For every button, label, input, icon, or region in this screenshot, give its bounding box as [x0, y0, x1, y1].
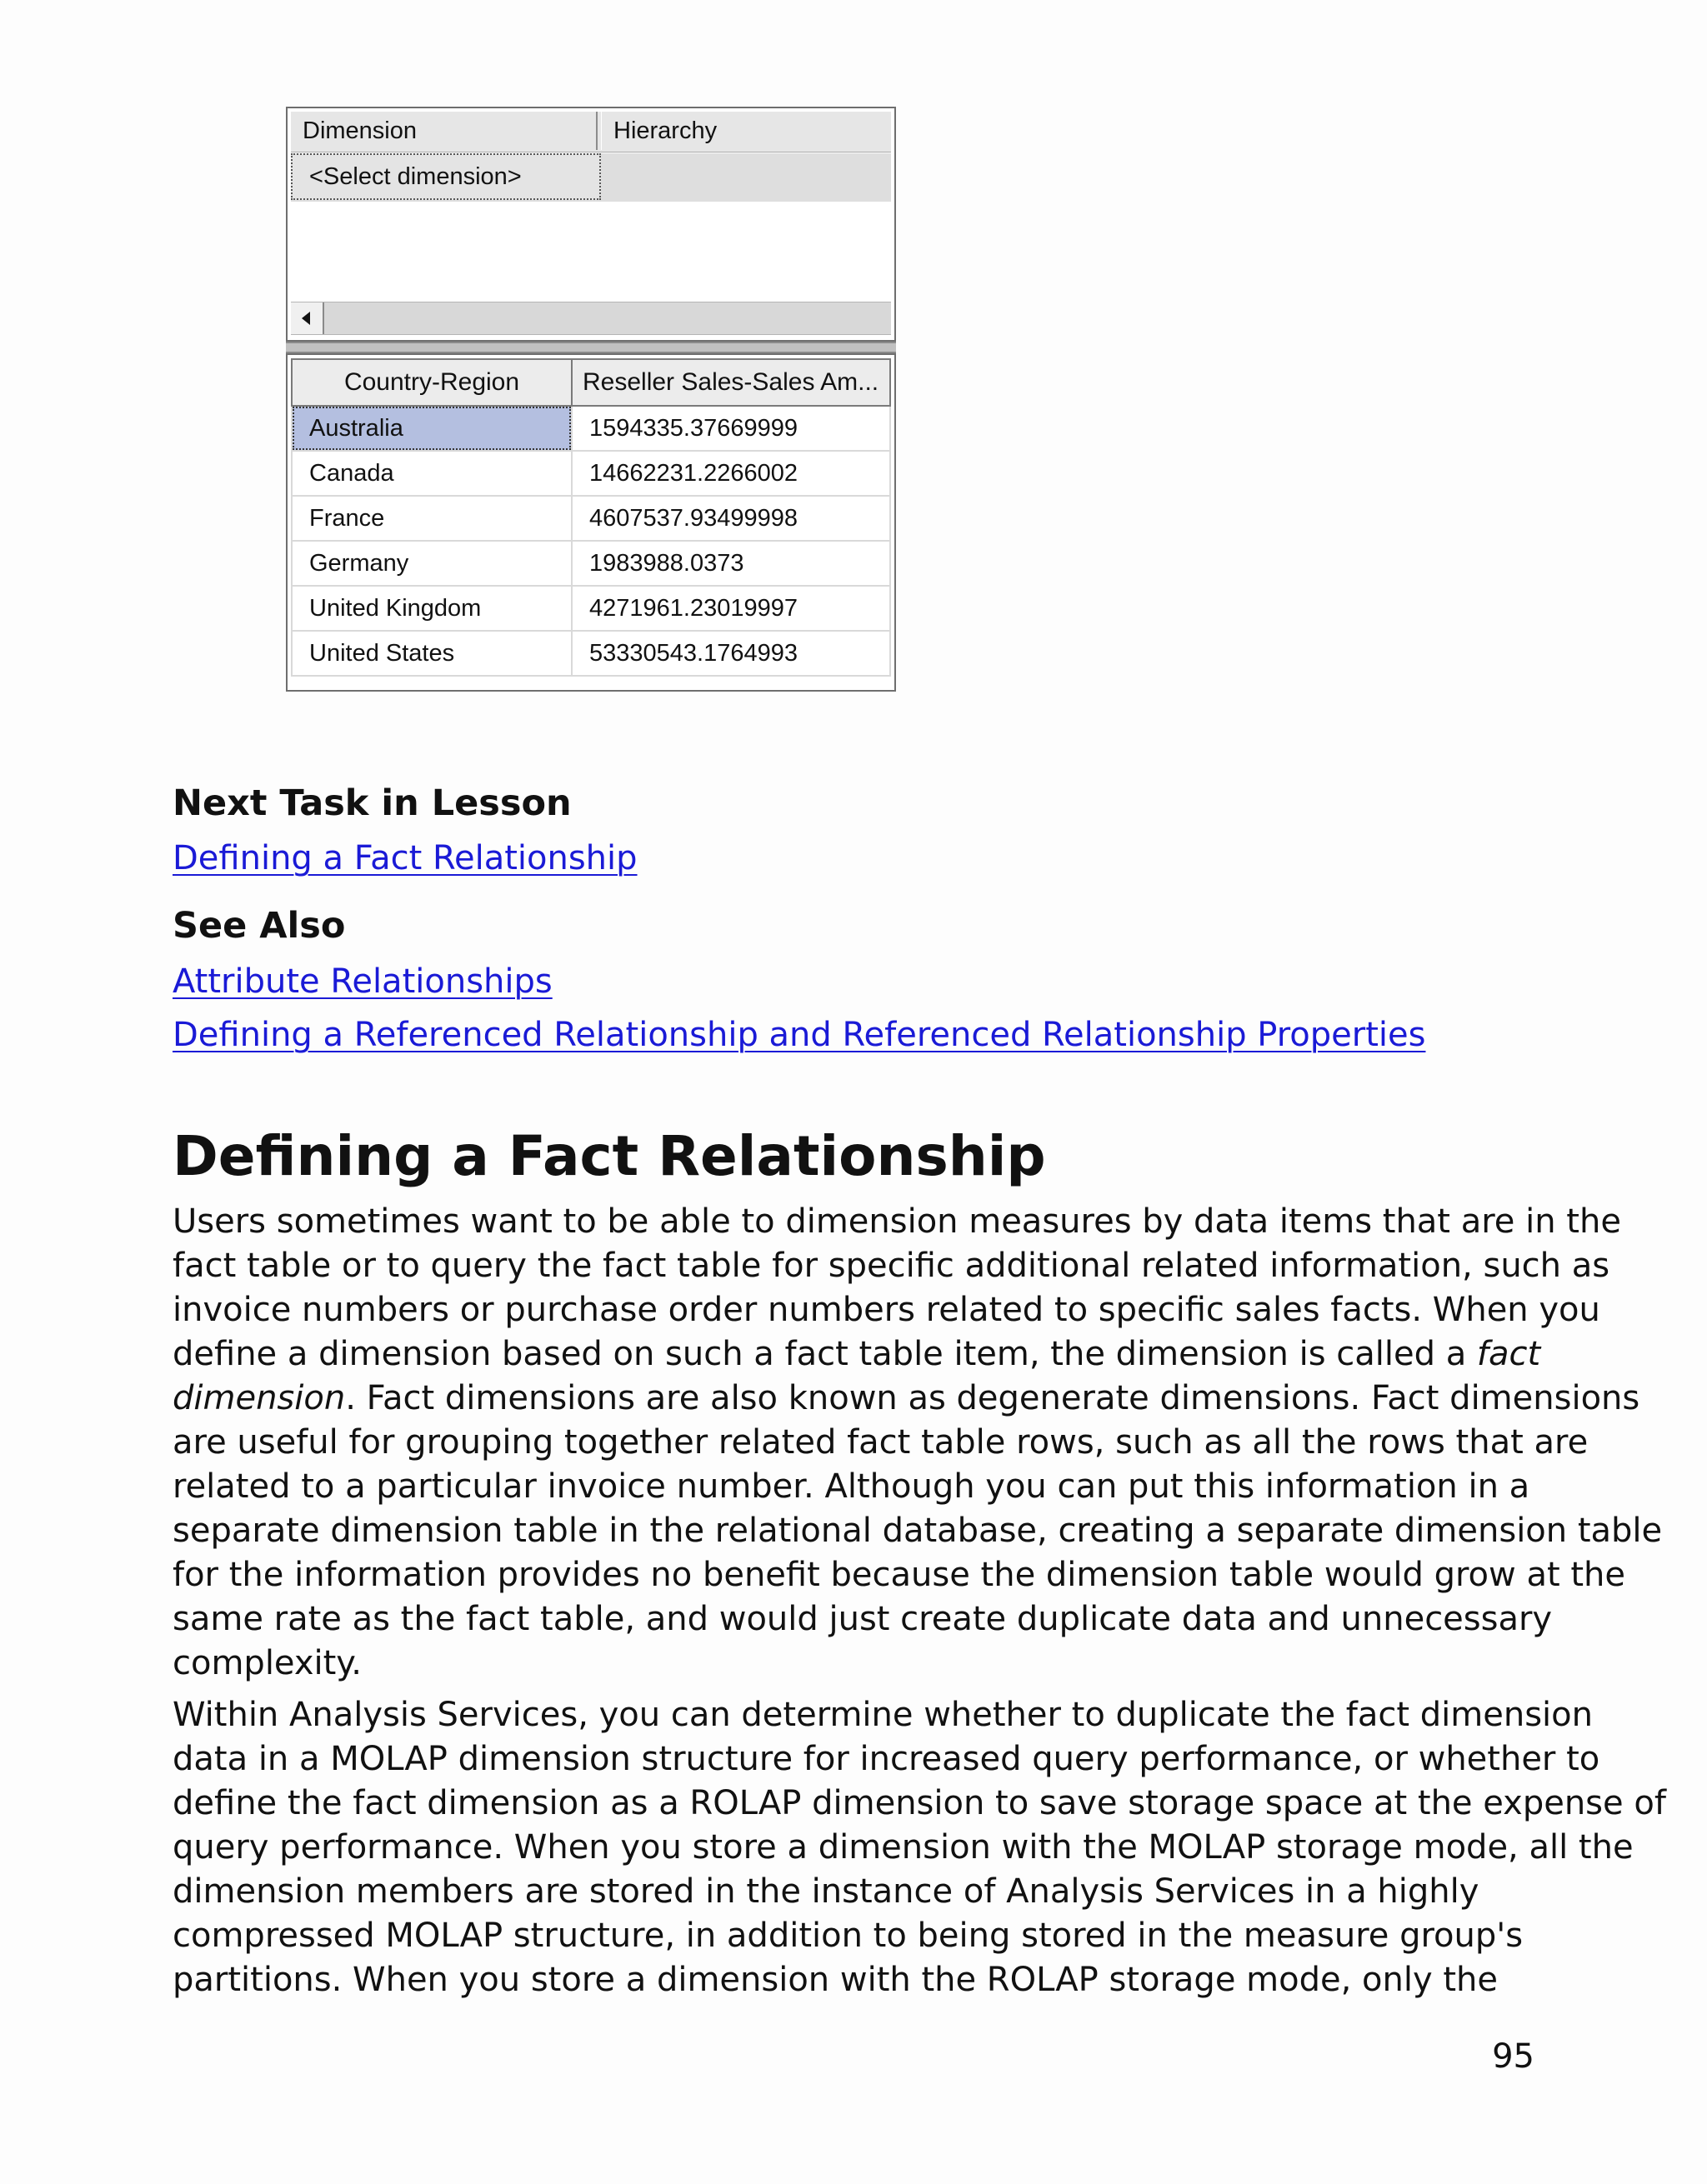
- paragraph-line: [173, 1332, 1539, 1377]
- see-also-heading: See Also: [173, 905, 346, 947]
- country-cell[interactable]: Canada: [292, 451, 572, 496]
- paragraph-text: . Fact dimensions are also known as degenerate dimensions. Fact dimensions: [345, 1379, 1640, 1417]
- country-cell[interactable]: Germany: [292, 541, 572, 586]
- paragraph-line: data in a MOLAP dimension structure for increased query performance, or whether to: [173, 1740, 1600, 1778]
- next-task-link[interactable]: Defining a Fact Relationship: [173, 839, 638, 877]
- paragraph-line: same rate as the fact table, and would just create duplicate data and unnecessary: [173, 1600, 1553, 1638]
- amount-cell[interactable]: 53330543.1764993: [572, 631, 890, 676]
- see-also-link-attribute-relationships[interactable]: Attribute Relationships: [173, 962, 553, 1001]
- hierarchy-column-header[interactable]: Hierarchy: [601, 112, 891, 150]
- table-row[interactable]: [292, 451, 890, 496]
- amount-cell[interactable]: 1983988.0373: [572, 541, 890, 586]
- dimension-column-header[interactable]: Dimension: [291, 112, 598, 150]
- filter-pane: [286, 107, 896, 342]
- paragraph-line: separate dimension table in the relational database, creating a separate dimension table: [173, 1512, 1663, 1550]
- country-cell[interactable]: United Kingdom: [292, 586, 572, 631]
- paragraph-storage-modes: [173, 1693, 1666, 2002]
- paragraph-line: complexity.: [173, 1644, 362, 1682]
- table-row[interactable]: [292, 586, 890, 631]
- country-cell[interactable]: United States: [292, 631, 572, 676]
- paragraph-line: query performance. When you store a dimension with the MOLAP storage mode, all the: [173, 1828, 1634, 1867]
- table-row[interactable]: [292, 496, 890, 541]
- paragraph-line: compressed MOLAP structure, in addition to being stored in the measure group's: [173, 1917, 1524, 1955]
- paragraph-line: dimension members are stored in the instance of Analysis Services in a highly: [173, 1872, 1479, 1911]
- results-pane: [286, 353, 896, 692]
- horizontal-scrollbar[interactable]: [291, 302, 891, 335]
- paragraph-line: Within Analysis Services, you can determine whether to duplicate the fact dimension: [173, 1696, 1593, 1734]
- country-cell[interactable]: France: [292, 496, 572, 541]
- table-row[interactable]: [292, 541, 890, 586]
- paragraph-line: define the fact dimension as a ROLAP dimension to save storage space at the expense of: [173, 1784, 1666, 1822]
- paragraph-text: define a dimension based on such a fact table item, the dimension is called a: [173, 1335, 1477, 1373]
- page-number: 95: [1492, 2037, 1534, 2076]
- next-task-heading: Next Task in Lesson: [173, 782, 572, 824]
- paragraph-line: related to a particular invoice number. Although you can put this information in a: [173, 1467, 1530, 1506]
- section-title: Defining a Fact Relationship: [173, 1124, 1046, 1188]
- amount-cell[interactable]: 14662231.2266002: [572, 451, 890, 496]
- browser-screenshot: [286, 107, 896, 693]
- table-row[interactable]: [292, 406, 890, 451]
- paragraph-line: partitions. When you store a dimension with the ROLAP storage mode, only the: [173, 1961, 1498, 1999]
- amount-cell[interactable]: 1594335.37669999: [572, 406, 890, 451]
- paragraph-line: fact table or to query the fact table for specific additional related information, such as: [173, 1247, 1610, 1285]
- country-cell[interactable]: Australia: [292, 406, 572, 451]
- pane-splitter[interactable]: [286, 342, 896, 353]
- emphasis-term: fact: [1476, 1335, 1541, 1373]
- results-grid: [291, 358, 891, 677]
- paragraph-line: Users sometimes want to be able to dimension measures by data items that are in the: [173, 1202, 1621, 1241]
- amount-cell[interactable]: 4607537.93499998: [572, 496, 890, 541]
- results-header-row: [292, 359, 890, 406]
- paragraph-fact-dimensions: [173, 1200, 1663, 1686]
- select-dimension-cell[interactable]: <Select dimension>: [291, 153, 601, 200]
- table-row[interactable]: [292, 631, 890, 676]
- amount-cell[interactable]: 4271961.23019997: [572, 586, 890, 631]
- country-region-column-header[interactable]: Country-Region: [292, 359, 572, 406]
- paragraph-line: invoice numbers or purchase order numbers related to specific sales facts. When you: [173, 1291, 1600, 1329]
- paragraph-line: for the information provides no benefit because the dimension table would grow at the: [173, 1556, 1626, 1594]
- paragraph-line: are useful for grouping together related fact table rows, such as all the rows that are: [173, 1423, 1589, 1462]
- filter-row: [291, 153, 891, 202]
- scroll-left-arrow-icon[interactable]: [291, 302, 324, 334]
- filter-header-row: [291, 112, 891, 152]
- see-also-link-referenced-relationship[interactable]: Defining a Referenced Relationship and Referenced Relationship Properties: [173, 1016, 1426, 1054]
- sales-amount-column-header[interactable]: Reseller Sales-Sales Am...: [572, 359, 890, 406]
- paragraph-line: [173, 1377, 1640, 1421]
- emphasis-term: dimension: [173, 1379, 346, 1417]
